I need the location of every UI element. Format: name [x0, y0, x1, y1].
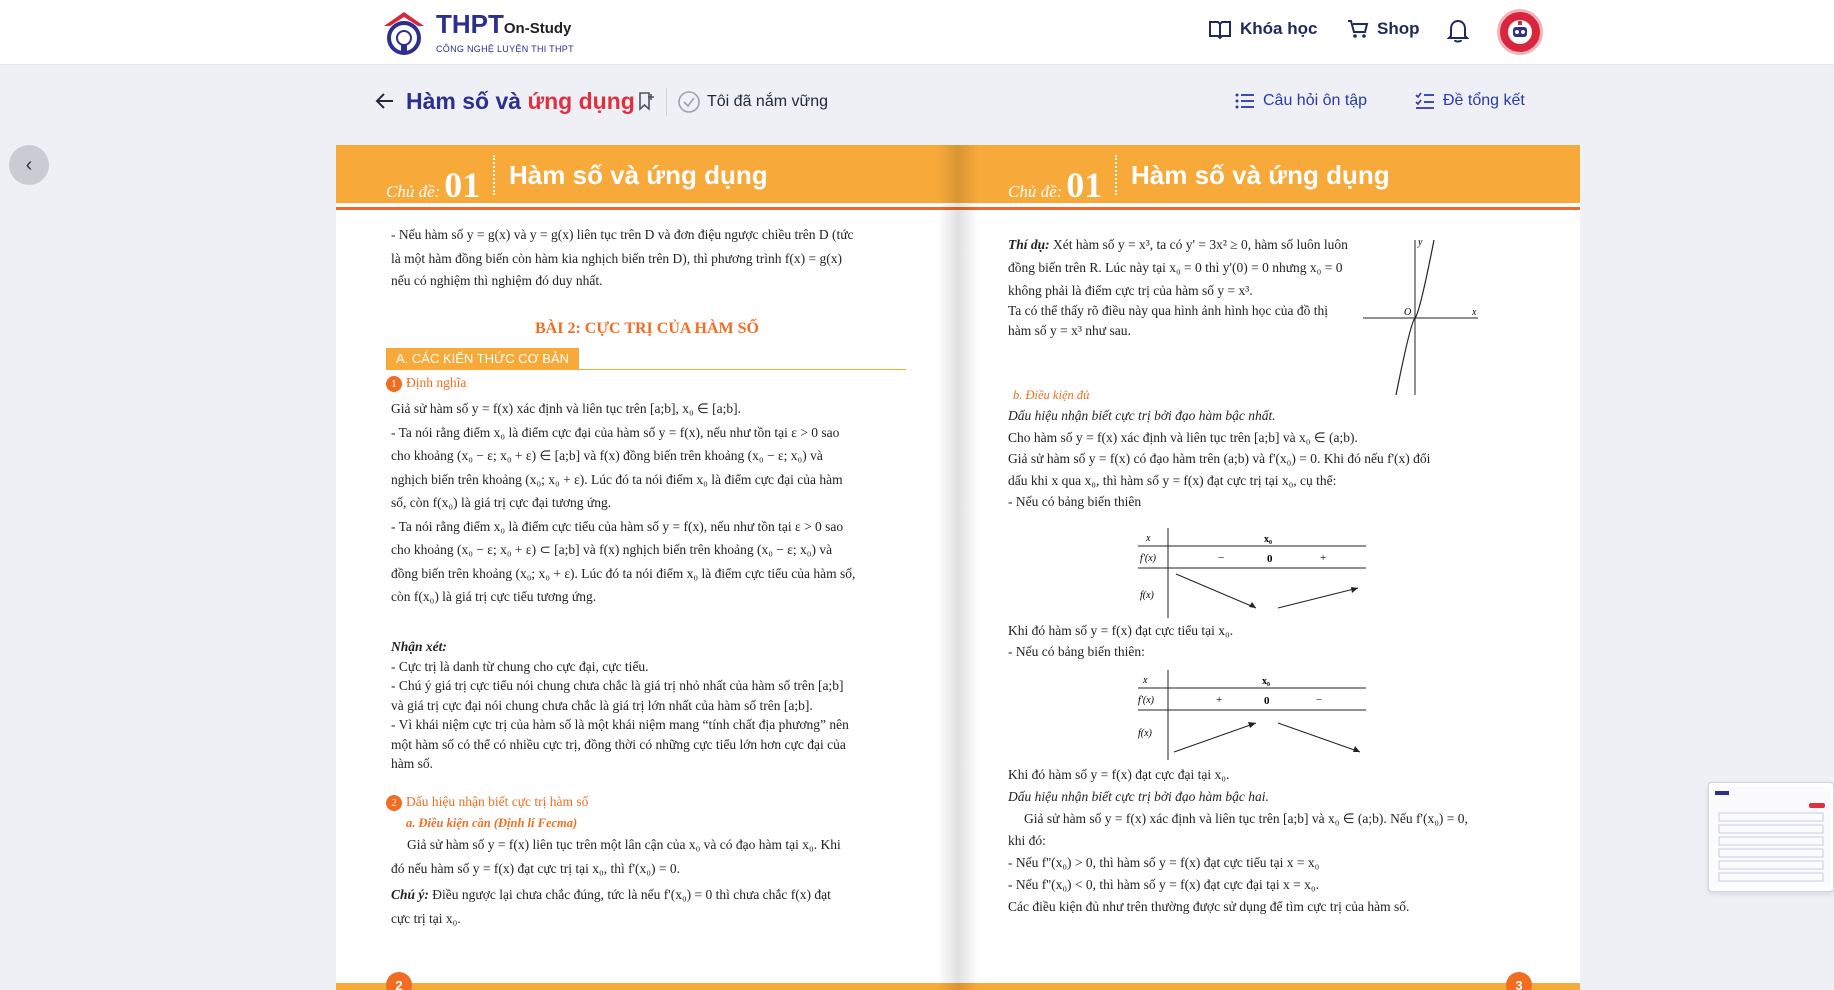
def-line: số, còn f(x₀) là giá trị cực đại tương ứng.: [391, 495, 612, 510]
sign-plus: +: [1320, 552, 1327, 564]
list-icon: [1235, 92, 1255, 110]
sign-zero: 0: [1267, 553, 1273, 565]
chevron-left-icon: ‹: [25, 153, 33, 176]
page-thumbnail[interactable]: [1708, 782, 1834, 892]
chude-number: 01: [1066, 165, 1103, 205]
def-title: Định nghĩa: [406, 375, 467, 390]
sign-plus: +: [1216, 694, 1223, 706]
second-line: Giả sử hàm số y = f(x) xác định và liên tục trên [a;b] và x₀ ∈ (a;b). Nếu f'(x₀) = 0,: [1024, 811, 1468, 826]
table-f-label: f(x): [1140, 590, 1154, 601]
sign-title: Dấu hiệu nhận biết cực trị hàm số: [406, 794, 589, 809]
cubic-graph: [1358, 235, 1488, 395]
nav-courses-label: Khóa học: [1240, 19, 1318, 38]
suff-line: Giả sử hàm số y = f(x) có đạo hàm trên (a;b) và f'(x₀) = 0. Khi đó nếu f'(x) đổi: [1008, 451, 1431, 466]
sign-zero: 0: [1264, 695, 1270, 707]
sign-minus: −: [1316, 694, 1323, 706]
table-fp-label: f'(x): [1140, 553, 1157, 564]
def-line: còn f(x₀) là giá trị cực tiểu tương ứng.: [391, 589, 597, 604]
book-viewer: [336, 145, 1580, 990]
remark-line: - Cực trị là danh từ chung cho cực đại, cực tiểu.: [391, 658, 649, 674]
review-questions-link[interactable]: [1235, 92, 1367, 110]
arrow-up: [1174, 723, 1256, 752]
check-circle-icon: [677, 90, 701, 114]
page-banner: [336, 145, 958, 203]
lesson-title: BÀI 2: CỰC TRỊ CỦA HÀM SỐ: [534, 320, 759, 337]
sign-minus: −: [1218, 552, 1225, 564]
logo-mark-icon: [378, 6, 430, 58]
suff-line: Cho hàm số y = f(x) xác định và liên tục trên [a;b] và x₀ ∈ (a;b).: [1008, 429, 1358, 445]
example-label: Thí dụ:: [1008, 237, 1050, 252]
page-bottom-bar: [336, 983, 958, 990]
suff-line: - Nếu có bảng biến thiên: [1008, 494, 1142, 509]
remark-line: - Vì khái niệm cực trị của hàm số là một khái niệm mang “tính chất địa phương” nên: [391, 717, 849, 732]
chude-label: Chủ đề:: [1008, 182, 1063, 201]
second-line: Các điều kiện đủ như trên thường được sử dụng để tìm cực trị của hàm số.: [1008, 899, 1410, 914]
user-avatar[interactable]: [1497, 9, 1543, 55]
second-deriv-title: Dấu hiệu nhận biết cực trị bởi đạo hàm bậc hai.: [1008, 789, 1269, 804]
chude-number: 01: [444, 165, 481, 205]
top-header: [0, 0, 1834, 64]
summary-test-link[interactable]: [1415, 92, 1525, 110]
intro-line: nếu có nghiệm thì nghiệm đó duy nhất.: [391, 273, 603, 288]
second-line: - Nếu f''(x₀) < 0, thì hàm số y = f(x) đạt cực đại tại x = x₀.: [1008, 877, 1319, 892]
chude-label: Chủ đề:: [386, 182, 441, 201]
example-line: Xét hàm số y = x³, ta có y' = 3x² ≥ 0, hàm số luôn luôn: [1049, 237, 1348, 252]
variation-table-max: [1128, 670, 1368, 760]
intro-line: là một hàm đồng biến còn hàm kia nghịch biến trên D), thì phương trình f(x) = g(x): [391, 251, 842, 266]
arrow-down: [1278, 723, 1360, 752]
graph-y-label: y: [1418, 237, 1423, 248]
summary-label: Đề tổng kết: [1443, 92, 1525, 109]
checklist-icon: [1415, 92, 1435, 110]
nav-shop[interactable]: [1347, 18, 1420, 40]
def-line: cho khoảng (x₀ − ε; x₀ + ε) ⊂ [a;b] và f(x) nghịch biến trên khoảng (x₀ − ε; x₀) và: [391, 542, 833, 557]
def-line: cho khoảng (x₀ − ε; x₀ + ε) ∈ [a;b] và f(x) đồng biến trên khoảng (x₀ − ε; x₀) và: [391, 448, 823, 463]
graph-x-label: x: [1472, 307, 1477, 318]
second-line: - Nếu f''(x₀) > 0, thì hàm số y = f(x) đạt cực tiểu tại x = x₀: [1008, 855, 1320, 870]
remark-line: - Chú ý giá trị cực tiểu nói chung chưa chắc là giá trị nhỏ nhất của hàm số trên [a;b]: [391, 678, 844, 693]
arrow-up: [1278, 588, 1358, 608]
cart-icon: [1347, 18, 1369, 40]
site-logo[interactable]: [378, 6, 574, 58]
remark-title: Nhận xét:: [391, 639, 447, 654]
first-deriv-title: Dấu hiệu nhận biết cực trị bởi đạo hàm bậc nhất.: [1008, 408, 1276, 423]
necessary-title: a. Điều kiện cần (Định lí Fecma): [406, 816, 578, 830]
robot-avatar-icon: [1505, 17, 1535, 47]
page-number: 3: [1506, 972, 1532, 990]
mastered-toggle[interactable]: [677, 90, 828, 114]
def-number-badge: 1: [386, 376, 402, 392]
book-open-icon: [1208, 18, 1232, 40]
page-title: [406, 88, 635, 115]
table-fp-label: f'(x): [1138, 695, 1155, 706]
sufficient-title: b. Điều kiện đủ: [1013, 388, 1090, 402]
page-banner: [958, 145, 1580, 203]
remark-line: một hàm số có thể có nhiều cực trị, đồng thời có những cực tiểu lớn hơn cực đại của: [391, 736, 846, 752]
note-label: Chú ý:: [391, 887, 429, 902]
banner-underline: [958, 207, 1580, 210]
nav-courses[interactable]: [1208, 18, 1317, 40]
max-line: Khi đó hàm số y = f(x) đạt cực đại tại x₀.: [1008, 767, 1230, 782]
def-line: - Ta nói rằng điểm x₀ là điểm cực tiểu của hàm số y = f(x), nếu như tồn tại ε > 0 sao: [391, 518, 844, 534]
remark-line: và giá trị cực đại nói chung chưa chắc là giá trị lớn nhất của hàm số trên [a;b].: [391, 697, 813, 713]
min-line: Khi đó hàm số y = f(x) đạt cực tiểu tại x₀.: [1008, 623, 1234, 638]
logo-sub: On-Study: [503, 19, 572, 37]
table-x0-label: x₀: [1264, 534, 1272, 545]
table-x-label: x: [1146, 533, 1151, 544]
arrow-down: [1176, 574, 1256, 608]
banner-underline: [336, 207, 958, 210]
second-line: khi đó:: [1008, 833, 1046, 848]
second-table-intro: - Nếu có bảng biến thiên:: [1008, 644, 1145, 659]
graph-origin-label: O: [1404, 307, 1412, 318]
title-part1: Hàm số và: [406, 88, 528, 114]
remark-line: hàm số.: [391, 756, 433, 771]
page-number: 2: [386, 972, 412, 990]
back-arrow-icon[interactable]: [375, 92, 395, 115]
banner-title: Hàm số và ứng dụng: [1131, 160, 1390, 190]
variation-table-min: [1128, 528, 1368, 618]
book-gutter: [938, 145, 978, 990]
necessary-line: đó nếu hàm số y = f(x) đạt cực trị tại x₀, thì f'(x₀) = 0.: [391, 861, 680, 876]
book-page-right: [958, 145, 1580, 990]
def-line: nghịch biến trên khoảng (x₀; x₀ + ε). Lúc đó ta nói điểm x₀ là điểm cực đại của hàm: [391, 471, 843, 487]
example-line: hàm số y = x³ như sau.: [1008, 323, 1131, 338]
prev-page-button[interactable]: [9, 145, 49, 185]
mastered-label: Tôi đã nắm vững: [707, 93, 828, 110]
def-line: Giả sử hàm số y = f(x) xác định và liên tục trên [a;b], x₀ ∈ [a;b].: [391, 401, 742, 416]
review-label: Câu hỏi ôn tập: [1263, 92, 1368, 109]
divider: [666, 88, 667, 116]
book-page-left: [336, 145, 958, 990]
note-line: Điều ngược lại chưa chắc đúng, tức là nếu f'(x₀) = 0 thì chưa chắc f(x) đạt: [428, 887, 831, 902]
intro-line: - Nếu hàm số y = g(x) và y = g(x) liên tục trên D và đơn điệu ngược chiều trên D (tức: [391, 227, 854, 242]
table-x0-label: x₀: [1262, 676, 1270, 687]
nav-shop-label: Shop: [1377, 19, 1420, 38]
table-f-label: f(x): [1138, 728, 1152, 739]
example-line: không phải là điểm cực trị của hàm số y = x³.: [1008, 283, 1253, 298]
banner-title: Hàm số và ứng dụng: [509, 160, 768, 190]
def-line: - Ta nói rằng điểm x₀ là điểm cực đại của hàm số y = f(x), nếu như tồn tại ε > 0 sao: [391, 424, 840, 440]
note-line: cực trị tại x₀.: [391, 911, 461, 926]
section-a-heading: A. CÁC KIẾN THỨC CƠ BẢN: [386, 348, 579, 370]
title-part2: ứng dụng: [527, 88, 635, 114]
table-x-label: x: [1143, 675, 1148, 686]
bell-icon[interactable]: [1446, 18, 1470, 49]
logo-tagline: CÔNG NGHỆ LUYỆN THI THPT: [436, 43, 574, 54]
bookmark-icon[interactable]: [637, 91, 655, 116]
section-a-rule: [386, 369, 906, 370]
page-bottom-bar: [958, 983, 1580, 990]
example-line: Ta có thể thấy rõ điều này qua hình ảnh hình học của đồ thị: [1008, 303, 1328, 318]
sign-number-badge: 2: [386, 795, 402, 811]
logo-title: THPT: [436, 8, 504, 39]
necessary-line: Giả sử hàm số y = f(x) liên tục trên một lân cận của x₀ và có đạo hàm tại x₀. Khi: [407, 837, 841, 852]
suff-line: dấu khi x qua x₀, thì hàm số y = f(x) đạt cực trị tại x₀, cụ thể:: [1008, 472, 1337, 488]
def-line: đồng biến trên khoảng (x₀; x₀ + ε). Lúc đó ta nói điểm x₀ là điểm cực tiểu của hàm số,: [391, 565, 856, 581]
example-line: đồng biến trên R. Lúc này tại x₀ = 0 thì y'(0) = 0 nhưng x₀ = 0: [1008, 260, 1343, 275]
